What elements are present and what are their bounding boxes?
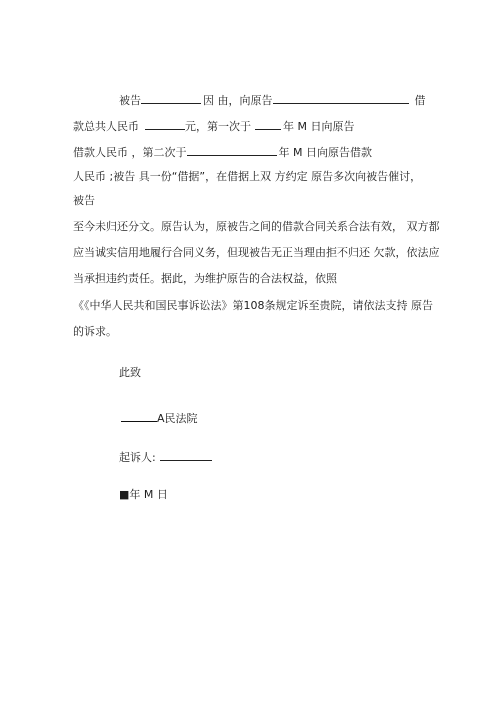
first-date-blank — [255, 118, 281, 130]
total-amount-label: 款总共人民币 — [73, 120, 139, 133]
paragraph-line-10: 的诉求。 — [73, 325, 117, 338]
second-loan-text: 借款人民币 ，第二次于 — [73, 146, 187, 159]
closing-greeting: 此致 — [119, 366, 141, 379]
paragraph-line-8: 当承担违约责任。据此，为维护原告的合法权益，依照 — [73, 272, 337, 285]
cause-text: 因 由，向原告 — [203, 94, 273, 107]
total-amount-blank — [145, 118, 185, 130]
defendant-name-blank — [141, 92, 201, 104]
court-name-blank — [121, 410, 157, 422]
court-line — [121, 410, 198, 426]
second-date-text: 年 M 日向原告借款 — [278, 146, 372, 159]
plaintiff-signature-blank — [160, 449, 212, 461]
plaintiff-name-blank — [273, 92, 409, 104]
paragraph-line-4: 人民币 ;被告 具一份“借据”，在借据上双 方约定 原告多次向被告催讨， — [73, 170, 422, 183]
plaintiff-signature-line — [119, 449, 212, 465]
paragraph-line-6: 至今未归还分文。原告认为，原被告之间的借款合同关系合法有效， 双方都 — [73, 220, 440, 233]
paragraph-line-7: 应当诚实信用地履行合同义务，但现被告无正当理由拒不归还 欠款，依法应 — [73, 246, 440, 259]
paragraph-line-3 — [73, 144, 372, 160]
paragraph-line-2 — [73, 118, 354, 134]
loan-text-start: 借 — [414, 94, 426, 107]
paragraph-line-5: 被告 — [73, 194, 95, 207]
first-time-text: 元，第一次于 — [185, 120, 251, 133]
paragraph-line-1 — [119, 92, 426, 108]
plaintiff-label: 起诉人: — [119, 451, 156, 464]
date-line: ■年 M 日 — [119, 488, 168, 501]
defendant-label: 被告 — [119, 94, 141, 107]
paragraph-line-9: 《《中华人民共和国民事诉讼法》第108条规定诉至贵院，请依法支持 原告 — [73, 299, 433, 312]
court-name: A民法院 — [157, 412, 198, 425]
first-date-text: 年 M 日向原告 — [283, 120, 355, 133]
second-date-blank — [187, 144, 277, 156]
